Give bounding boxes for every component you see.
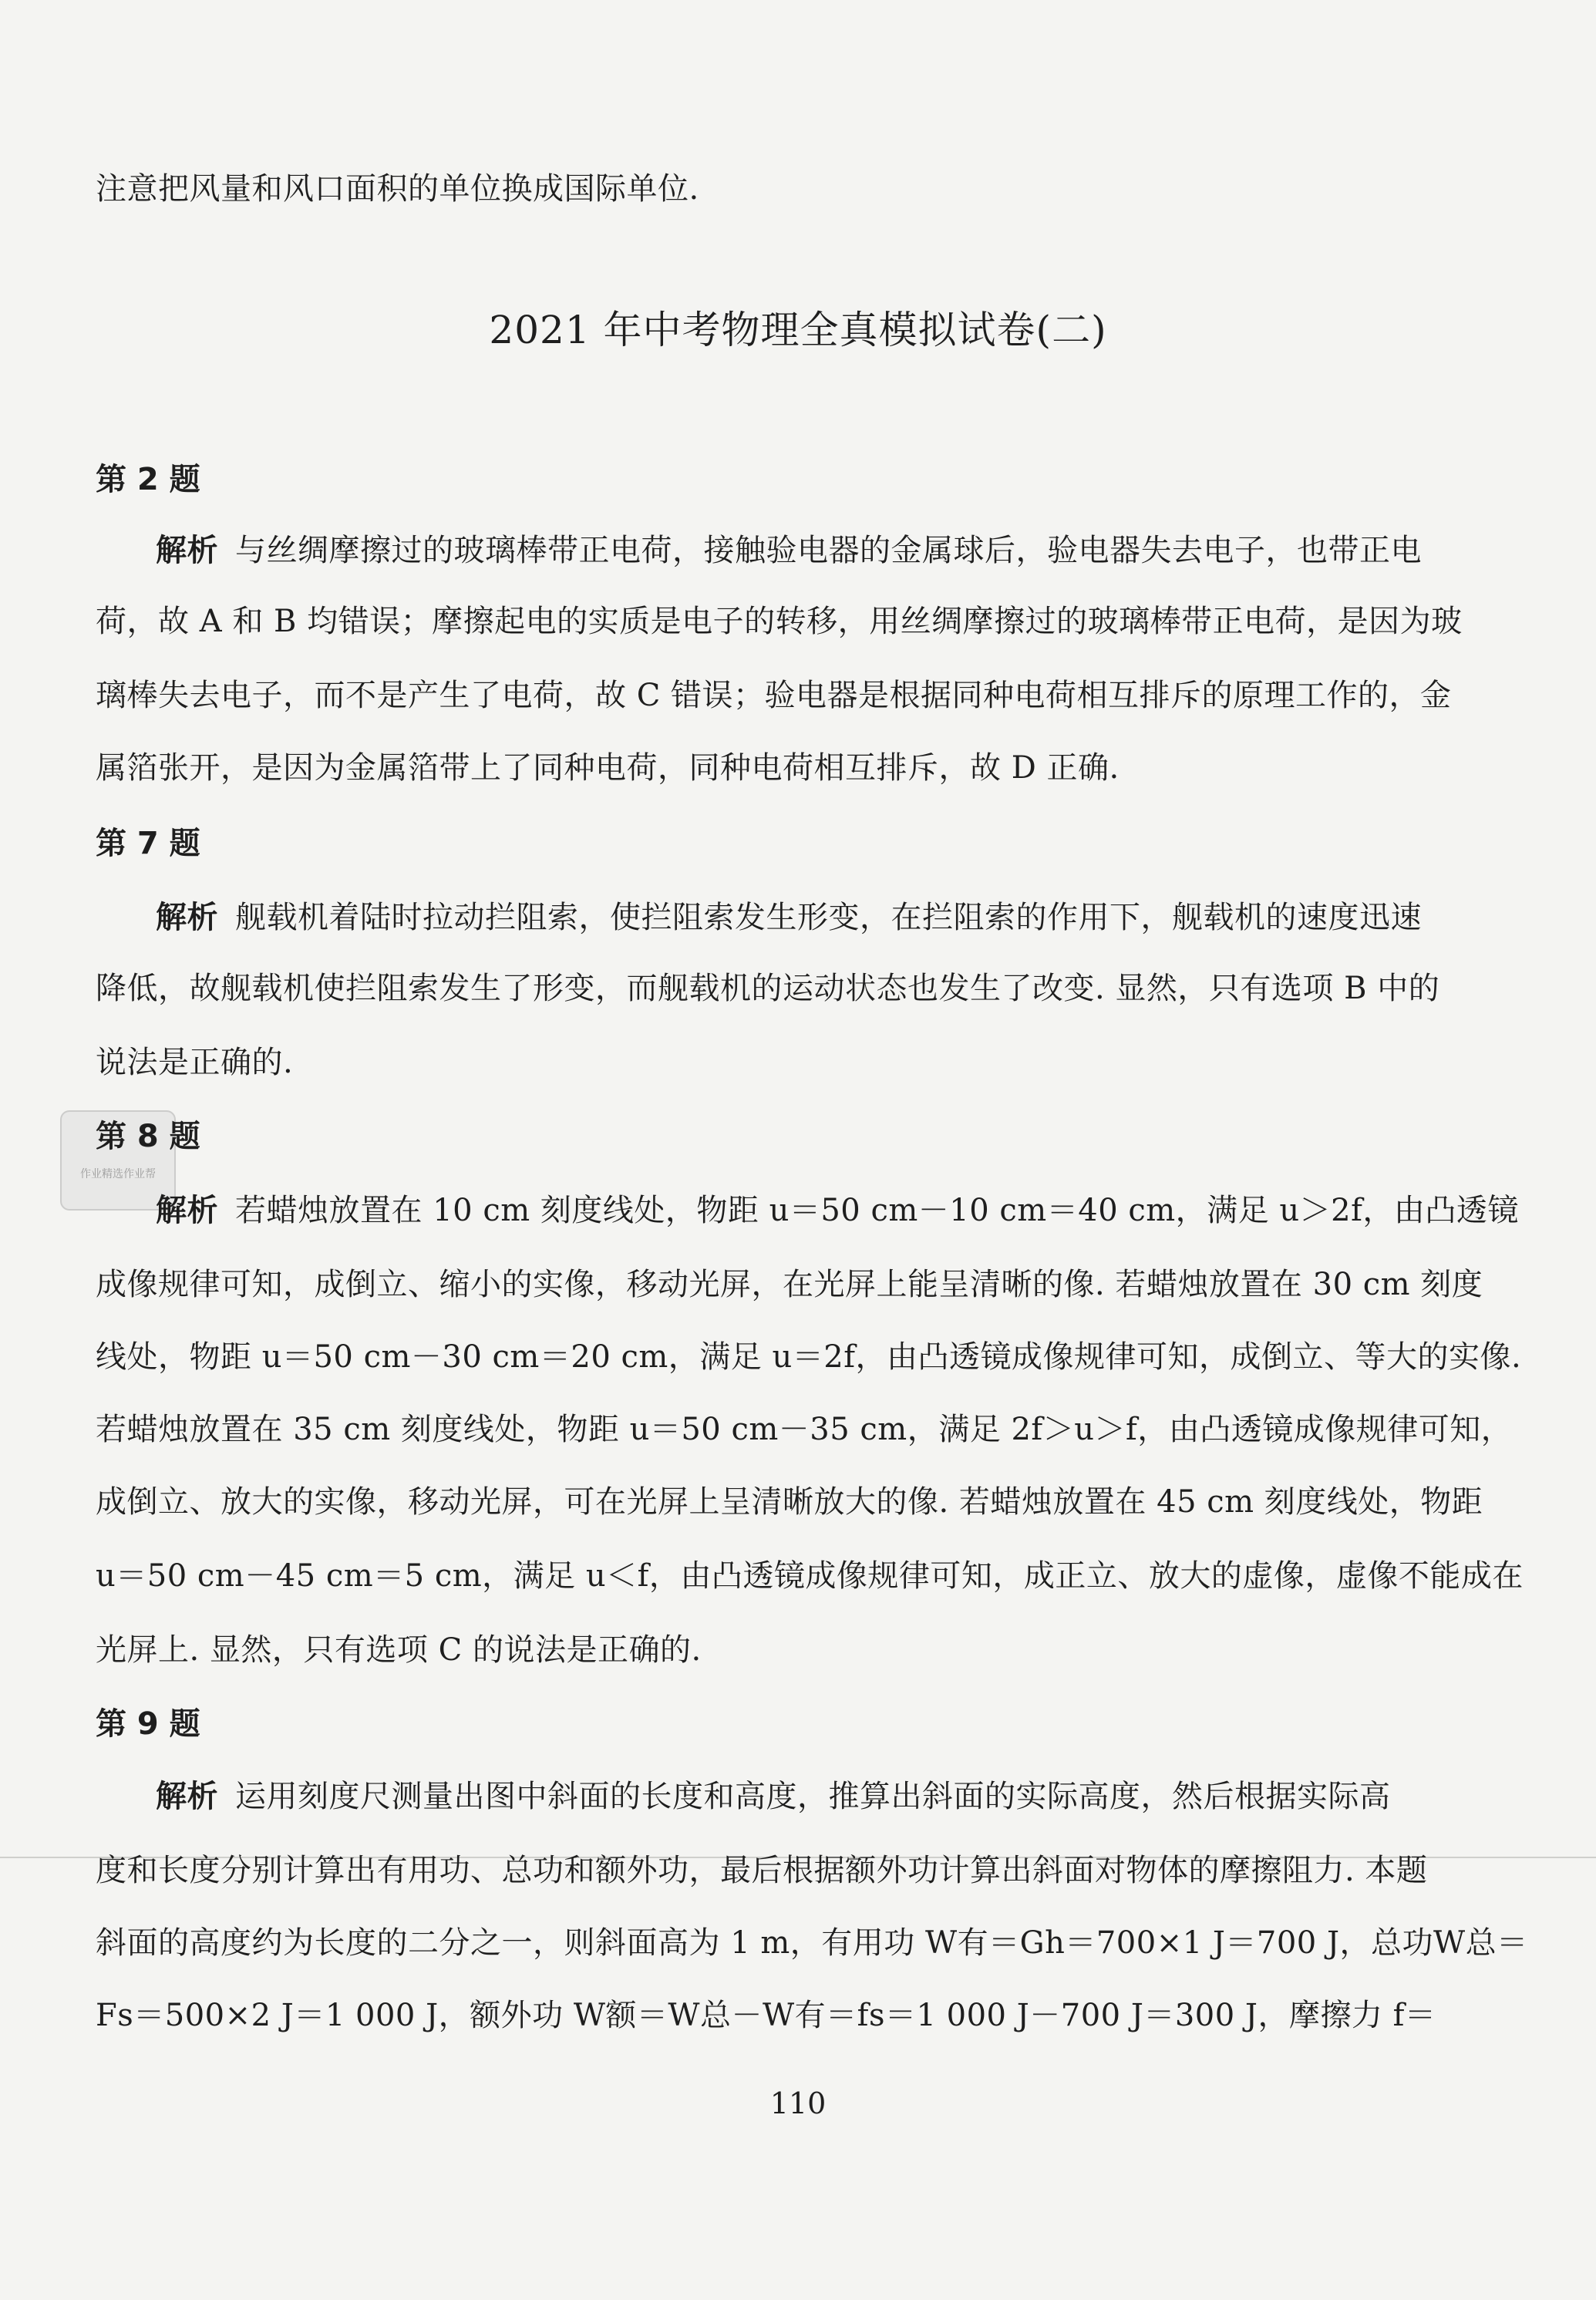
question-heading: 第 7 题 — [96, 826, 200, 861]
intro-line: 注意把风量和风口面积的单位换成国际单位. — [96, 171, 699, 207]
analysis-label: 解析 — [156, 1193, 218, 1228]
analysis-label: 解析 — [156, 1779, 218, 1814]
paragraph-line: 线处，物距 u＝50 cm－30 cm＝20 cm，满足 u＝2f，由凸透镜成像规律可知，成倒立、等大的实像. — [96, 1339, 1522, 1375]
paragraph-line: 荷，故 A 和 B 均错误；摩擦起电的实质是电子的转移，用丝绸摩擦过的玻璃棒带正电荷，是因为玻 — [96, 604, 1463, 639]
paragraph-line: 成像规律可知，成倒立、缩小的实像，移动光屏，在光屏上能呈清晰的像. 若蜡烛放置在 30 cm 刻度 — [96, 1267, 1483, 1302]
question-heading: 第 2 题 — [96, 462, 200, 497]
paragraph-line: 成倒立、放大的实像，移动光屏，可在光屏上呈清晰放大的像. 若蜡烛放置在 45 cm 刻度线处，物距 — [96, 1484, 1483, 1520]
paragraph-line: 斜面的高度约为长度的二分之一，则斜面高为 1 m，有用功 W有＝Gh＝700×1 J＝700 J，总功W总＝ — [96, 1925, 1528, 1961]
paragraph-text: 若蜡烛放置在 10 cm 刻度线处，物距 u＝50 cm－10 cm＝40 cm，满足 u＞2f，由凸透镜 — [235, 1193, 1519, 1228]
analysis-label: 解析 — [156, 533, 218, 568]
paragraph-line: 属箔张开，是因为金属箔带上了同种电荷，同种电荷相互排斥，故 D 正确. — [96, 750, 1120, 786]
watermark-stamp: 作业精选作业帮 — [60, 1110, 176, 1211]
paragraph-line: 璃棒失去电子，而不是产生了电荷，故 C 错误；验电器是根据同种电荷相互排斥的原理工作的，金 — [96, 678, 1452, 713]
paragraph-text: 舰载机着陆时拉动拦阻索，使拦阻索发生形变，在拦阻索的作用下，舰载机的速度迅速 — [235, 900, 1422, 935]
question-heading: 第 9 题 — [96, 1706, 200, 1742]
paragraph-line — [156, 1776, 1391, 1817]
page-number: 110 — [769, 2086, 827, 2120]
page-title: 2021 年中考物理全真模拟试卷(二) — [489, 308, 1107, 352]
paragraph-line — [156, 897, 1422, 938]
analysis-label: 解析 — [156, 900, 218, 935]
paragraph-line: 度和长度分别计算出有用功、总功和额外功，最后根据额外功计算出斜面对物体的摩擦阻力. 本题 — [96, 1853, 1428, 1888]
paragraph-line: Fs＝500×2 J＝1 000 J，额外功 W额＝W总－W有＝fs＝1 000 J－700 J＝300 J，摩擦力 f＝ — [96, 1998, 1436, 2033]
question-heading: 第 8 题 — [96, 1119, 200, 1154]
paragraph-line: u＝50 cm－45 cm＝5 cm，满足 u＜f，由凸透镜成像规律可知，成正立、放大的虚像，虚像不能成在 — [96, 1558, 1524, 1594]
paragraph-text: 运用刻度尺测量出图中斜面的长度和高度，推算出斜面的实际高度，然后根据实际高 — [235, 1779, 1391, 1814]
paragraph-line: 说法是正确的. — [96, 1045, 294, 1080]
paragraph-line: 降低，故舰载机使拦阻索发生了形变，而舰载机的运动状态也发生了改变. 显然，只有选项 B 中的 — [96, 971, 1440, 1006]
paragraph-line: 光屏上. 显然，只有选项 C 的说法是正确的. — [96, 1632, 702, 1668]
paragraph-text: 与丝绸摩擦过的玻璃棒带正电荷，接触验电器的金属球后，验电器失去电子，也带正电 — [235, 533, 1422, 568]
paragraph-line — [156, 1190, 1519, 1231]
paragraph-line: 若蜡烛放置在 35 cm 刻度线处，物距 u＝50 cm－35 cm，满足 2f＞u＞f，由凸透镜成像规律可知， — [96, 1412, 1513, 1447]
paragraph-line — [156, 530, 1422, 571]
